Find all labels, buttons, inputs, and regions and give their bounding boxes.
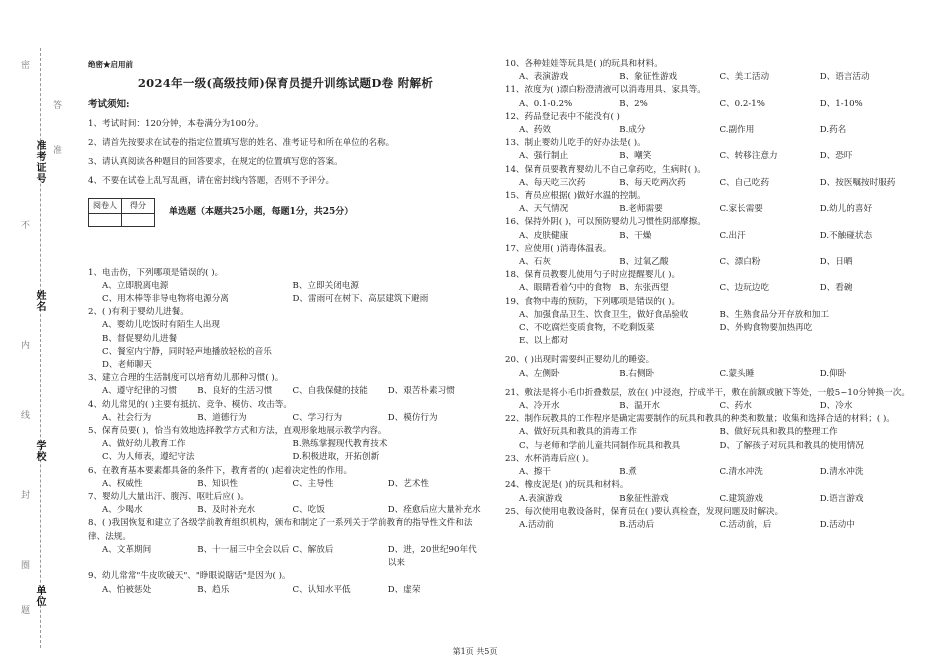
answer-option[interactable]: A、加强食品卫生、饮食卫生，做好食品验收	[519, 309, 689, 320]
answer-option[interactable]: A、遵守纪律的习惯	[102, 386, 177, 397]
notice-item: 2、请首先按要求在试卷的指定位置填写您的姓名、准考证号和所在单位的名称。	[88, 137, 395, 148]
answer-option[interactable]: C、与老师和学前儿童共同制作玩具和教具	[519, 440, 681, 451]
question-text: 17、应使用( )消毒体温表。	[505, 243, 612, 254]
answer-option[interactable]: C、学习行为	[292, 412, 343, 423]
question-options	[88, 385, 483, 398]
question-options	[88, 438, 483, 464]
answer-option[interactable]: B、温开水	[619, 401, 660, 412]
answer-option[interactable]: B象征性游戏	[619, 493, 669, 504]
margin-deco: 答	[51, 100, 61, 109]
answer-option[interactable]: D、日晒	[819, 257, 853, 268]
margin-label-school: 学校	[34, 440, 45, 462]
answer-option[interactable]: B、良好的生活习惯	[197, 386, 273, 397]
margin-deco: 内	[19, 340, 29, 349]
answer-option[interactable]: A、天气情况	[519, 204, 569, 215]
answer-option[interactable]: C、美工活动	[719, 72, 770, 83]
score-row	[88, 198, 483, 226]
answer-option[interactable]: B、嘲笑	[619, 151, 652, 162]
answer-option[interactable]: C、自我保健的技能	[292, 386, 368, 397]
question-options	[88, 319, 483, 372]
answer-option[interactable]: D、恐吓	[819, 151, 853, 162]
question-text: 6、在教育基本要素都具备的条件下，教育者的( )起着决定性的作用。	[88, 465, 353, 476]
question-text: 11、浓度为( )漂白粉澄清液可以消毒用具、家具等。	[505, 85, 706, 96]
notice-item: 4、不要在试卷上乱写乱画，请在密封线内答题，否则不予评分。	[88, 176, 335, 187]
answer-option[interactable]: C、药水	[719, 401, 752, 412]
question-text: 14、保育员要教育婴幼儿不自己拿药吃，生病时( )。	[505, 164, 706, 175]
answer-option[interactable]: A、少喝水	[102, 505, 143, 516]
score-table-score-cell[interactable]	[122, 213, 155, 226]
question-options	[505, 203, 920, 216]
answer-option[interactable]: E、以上都对	[519, 336, 569, 347]
question-options	[505, 71, 920, 84]
question-options	[505, 426, 920, 452]
answer-option[interactable]: D.积极进取，开拓创新	[292, 452, 380, 463]
margin-deco: 线	[19, 410, 29, 419]
answer-option[interactable]: C.副作用	[719, 125, 755, 136]
answer-option[interactable]: D.不触碰状态	[819, 230, 873, 241]
margin-deco: 不	[19, 220, 29, 229]
score-table-score: 得分	[122, 199, 155, 213]
answer-option[interactable]: C、边玩边吃	[719, 283, 770, 294]
question-text: 15、育员应根据( )做好水温的控制。	[505, 191, 646, 202]
score-table-grader: 阅卷人	[89, 199, 122, 213]
answer-option[interactable]: D、模仿行为	[387, 412, 438, 423]
answer-option[interactable]: C、吃饭	[292, 505, 325, 516]
answer-option[interactable]: C、转移注意力	[719, 151, 778, 162]
answer-option[interactable]: D、1-10%	[819, 98, 863, 109]
question-text: 25、每次使用电教设备时，保育员在( )要认真检查，发现问题及时解决。	[505, 506, 784, 517]
question-options	[88, 280, 483, 306]
answer-option[interactable]: B.老师需要	[619, 204, 663, 215]
answer-option[interactable]: A、皮肤健康	[519, 230, 569, 241]
answer-option[interactable]: B、生熟食品分开存放和加工	[719, 309, 829, 320]
answer-option[interactable]: D.药名	[819, 125, 847, 136]
question-options	[88, 544, 483, 570]
question-text: 5、保育员要( )，恰当有效地选择教学方式和方法，直观形象地展示教学内容。	[88, 426, 387, 437]
answer-option[interactable]: B、立即关闭电源	[292, 280, 359, 291]
answer-option[interactable]: B、2%	[619, 98, 648, 109]
question-text: 23、水杯消毒后应( )。	[505, 453, 595, 464]
answer-option[interactable]: C、0.2-1%	[719, 98, 765, 109]
page-footer: 第1页 共5页	[452, 647, 498, 656]
answer-option[interactable]: D、看碗	[819, 283, 853, 294]
answer-option[interactable]: A、眼睛看着勺中的食物	[519, 283, 612, 294]
margin-label-unit: 单位	[34, 585, 45, 607]
seal-line	[40, 48, 41, 648]
question-text: 21、敷法是将小毛巾折叠数层，放在( )中浸泡，拧成半干，敷在前额或腋下等处，一般5~10分钟换一次。	[505, 387, 910, 398]
question-text: 12、药品登记表中不能没有( )	[505, 111, 620, 122]
answer-option[interactable]: A.表演游戏	[519, 493, 563, 504]
answer-option[interactable]: A、药效	[519, 125, 551, 136]
answer-option[interactable]: A、做好幼儿教育工作	[102, 439, 186, 450]
answer-option[interactable]: D、艺术性	[387, 478, 430, 489]
answer-option[interactable]: C、自己吃药	[719, 177, 770, 188]
question-text: 10、各种娃娃等玩具是( )的玩具和材料。	[505, 59, 663, 69]
answer-option[interactable]: C.清水冲洗	[719, 467, 763, 478]
answer-option[interactable]: C、为人师表，遵纪守法	[102, 452, 195, 463]
margin-deco: 圈	[19, 560, 29, 569]
question-text: 2、( )有利于婴幼儿进餐。	[88, 307, 189, 318]
question-options	[88, 504, 483, 517]
answer-option[interactable]: B、道德行为	[197, 412, 247, 423]
answer-option[interactable]: A、0.1-0.2%	[519, 98, 573, 109]
question-text: 22、制作玩教具的工作程序是确定需要制作的玩具和教具的种类和数量；收集和选择合适的材料；( )。	[505, 414, 895, 425]
answer-option[interactable]: D.活动中	[819, 519, 855, 530]
seal-margin	[18, 40, 68, 660]
question-text: 18、保育员教婴儿使用勺子时应提醒婴儿( )。	[505, 270, 681, 281]
margin-label-name: 姓名	[34, 290, 45, 312]
answer-option[interactable]: B.煮	[619, 467, 637, 478]
answer-option[interactable]: B、知识性	[197, 478, 238, 489]
question-text: 9、幼儿常常"牛皮吹破天"、"睁眼说瞎话"是因为( )。	[88, 571, 291, 582]
answer-option[interactable]: C、不吃腐烂变质食物，不吃剩饭菜	[519, 323, 655, 334]
answer-option[interactable]: A、做好玩具和教具的消毒工作	[519, 427, 637, 438]
answer-option[interactable]: C.建筑游戏	[719, 493, 763, 504]
answer-option[interactable]: D、进，20世纪90年代以来	[387, 544, 477, 569]
right-column	[505, 58, 920, 532]
answer-option[interactable]: B、十一届三中全会以后	[197, 544, 290, 555]
question-options	[505, 368, 920, 381]
margin-deco: 封	[19, 490, 29, 499]
question-options	[88, 478, 483, 491]
answer-option[interactable]: C.家长需要	[719, 204, 763, 215]
answer-option[interactable]: A、怕被惩处	[102, 584, 152, 595]
answer-option[interactable]: C.出汗	[719, 230, 746, 241]
margin-deco: 准	[51, 145, 61, 154]
question-options	[88, 584, 483, 597]
notice-item: 1、考试时间：120分钟，本卷满分为100分。	[88, 118, 264, 129]
question-options	[505, 466, 920, 479]
score-table	[88, 198, 155, 226]
question-options	[88, 412, 483, 425]
answer-option[interactable]: C、餐室内宁静，同时轻声地播放轻松的音乐	[102, 346, 272, 357]
answer-option[interactable]: B、督促婴幼儿进餐	[102, 333, 178, 344]
answer-option[interactable]: B、趋乐	[197, 584, 230, 595]
answer-option[interactable]: A、婴幼儿吃饭时有陌生人出现	[102, 320, 220, 331]
answer-option[interactable]: B、及时补充水	[197, 505, 256, 516]
question-text: 7、婴幼儿大量出汗、腹泻、呕吐后应( )。	[88, 492, 249, 503]
answer-option[interactable]: D、老师聊天	[102, 360, 152, 371]
margin-deco: 密	[19, 60, 29, 69]
margin-deco: 题	[19, 605, 29, 614]
question-options	[505, 230, 920, 243]
question-text: 1、电击伤，下列哪项是错误的( )。	[88, 267, 224, 278]
answer-option[interactable]: C、解放后	[292, 544, 334, 555]
answer-option[interactable]: B.右侧卧	[619, 368, 655, 379]
answer-option[interactable]: A、左侧卧	[519, 368, 560, 379]
left-question-list	[88, 267, 483, 597]
answer-option[interactable]: D、语言活动	[819, 72, 870, 83]
secret-mark: 绝密★启用前	[88, 60, 133, 69]
answer-option[interactable]: B、每天吃两次药	[619, 177, 686, 188]
question-options	[505, 282, 920, 295]
question-options	[505, 493, 920, 506]
answer-option[interactable]: B.熟练掌握现代教育技术	[292, 439, 388, 450]
question-text: 24、橡皮泥是( )的玩具和材料。	[505, 480, 629, 491]
notice-heading: 考试须知:	[88, 99, 130, 111]
answer-option[interactable]: B、象征性游戏	[619, 72, 678, 83]
answer-option[interactable]: D、痊愈后应大量补充水	[387, 505, 481, 516]
answer-option[interactable]: D、了解孩子对玩具和教具的使用情况	[719, 440, 864, 451]
answer-option[interactable]: A、社会行为	[102, 412, 152, 423]
answer-option[interactable]: A、权威性	[102, 478, 143, 489]
question-text: 4、幼儿常见的( )主要有抵抗、竞争、模仿、攻击等。	[88, 399, 292, 410]
answer-option[interactable]: D.语言游戏	[819, 493, 864, 504]
answer-option[interactable]: A、表演游戏	[519, 72, 569, 83]
question-text: 13、制止婴幼儿吃手的好办法是( )。	[505, 138, 646, 149]
answer-option[interactable]: A、每天吃三次药	[519, 177, 586, 188]
answer-option[interactable]: D、雷雨可在树下、高层建筑下避雨	[292, 294, 429, 305]
answer-option[interactable]: A、文革期间	[102, 544, 152, 555]
page-title: 2024年一级(高级技师)保育员提升训练试题D卷 附解析	[137, 76, 434, 91]
answer-option[interactable]: D、冷水	[819, 401, 853, 412]
answer-option[interactable]: A.活动前	[519, 519, 554, 530]
question-text: 3、建立合理的生活制度可以培育幼儿那种习惯( )。	[88, 373, 284, 384]
answer-option[interactable]: A、擦干	[519, 467, 551, 478]
answer-option[interactable]: D、虚荣	[387, 584, 421, 595]
right-question-list	[505, 58, 920, 532]
answer-option[interactable]: C、认知水平低	[292, 584, 351, 595]
answer-option[interactable]: A、石灰	[519, 257, 551, 268]
answer-option[interactable]: D、按医嘱按时服药	[819, 177, 896, 188]
question-options	[505, 150, 920, 163]
answer-option[interactable]: C.蒙头睡	[719, 368, 755, 379]
answer-option[interactable]: B、干燥	[619, 230, 652, 241]
question-options	[505, 98, 920, 111]
answer-option[interactable]: D.清水冲洗	[819, 467, 864, 478]
question-options	[505, 400, 920, 413]
question-options	[505, 124, 920, 137]
left-column	[88, 58, 483, 597]
answer-option[interactable]: C.活动前，后	[719, 519, 772, 530]
question-text: 19、食物中毒的预防，下列哪项是错误的( )。	[505, 296, 681, 307]
question-text: 8、( )我国恢复和建立了各级学前教育组织机构，颁布和制定了一系列关于学前教育的指导性文件和法律、法规。	[88, 518, 473, 542]
answer-option[interactable]: B、做好玩具和教具的整理工作	[719, 427, 838, 438]
question-options	[505, 519, 920, 532]
margin-label-exam-number: 准考证号	[34, 140, 45, 184]
answer-option[interactable]: C、用木棒等非导电物将电源分离	[102, 294, 229, 305]
answer-option[interactable]: A、强行制止	[519, 151, 569, 162]
answer-option[interactable]: A、冷开水	[519, 401, 560, 412]
question-text: 20、( )出现时需要纠正婴幼儿的睡姿。	[505, 355, 655, 366]
answer-option[interactable]: B.活动后	[619, 519, 655, 530]
answer-option[interactable]: D、外购食物要加热再吃	[719, 323, 813, 334]
answer-option[interactable]: A、立即脱离电源	[102, 280, 169, 291]
answer-option[interactable]: B、过氧乙酸	[619, 257, 669, 268]
answer-option[interactable]: D.仰卧	[819, 368, 847, 379]
question-text: 16、保持外阴( )，可以预防婴幼儿习惯性阴部摩擦。	[505, 217, 706, 228]
score-table-grader-cell[interactable]	[89, 213, 122, 226]
answer-option[interactable]: D.幼儿的喜好	[819, 204, 873, 215]
question-options	[505, 309, 920, 349]
answer-option[interactable]: B.成分	[619, 125, 646, 136]
question-options	[505, 256, 920, 269]
answer-option[interactable]: C、主导性	[292, 478, 334, 489]
answer-option[interactable]: D、艰苦朴素习惯	[387, 386, 455, 397]
answer-option[interactable]: B、东张西望	[619, 283, 669, 294]
answer-option[interactable]: C、漂白粉	[719, 257, 761, 268]
question-options	[505, 177, 920, 190]
notice-item: 3、请认真阅读各种题目的回答要求，在规定的位置填写您的答案。	[88, 157, 343, 168]
section-title: 单选题（本题共25小题，每题1分，共25分）	[169, 206, 354, 217]
